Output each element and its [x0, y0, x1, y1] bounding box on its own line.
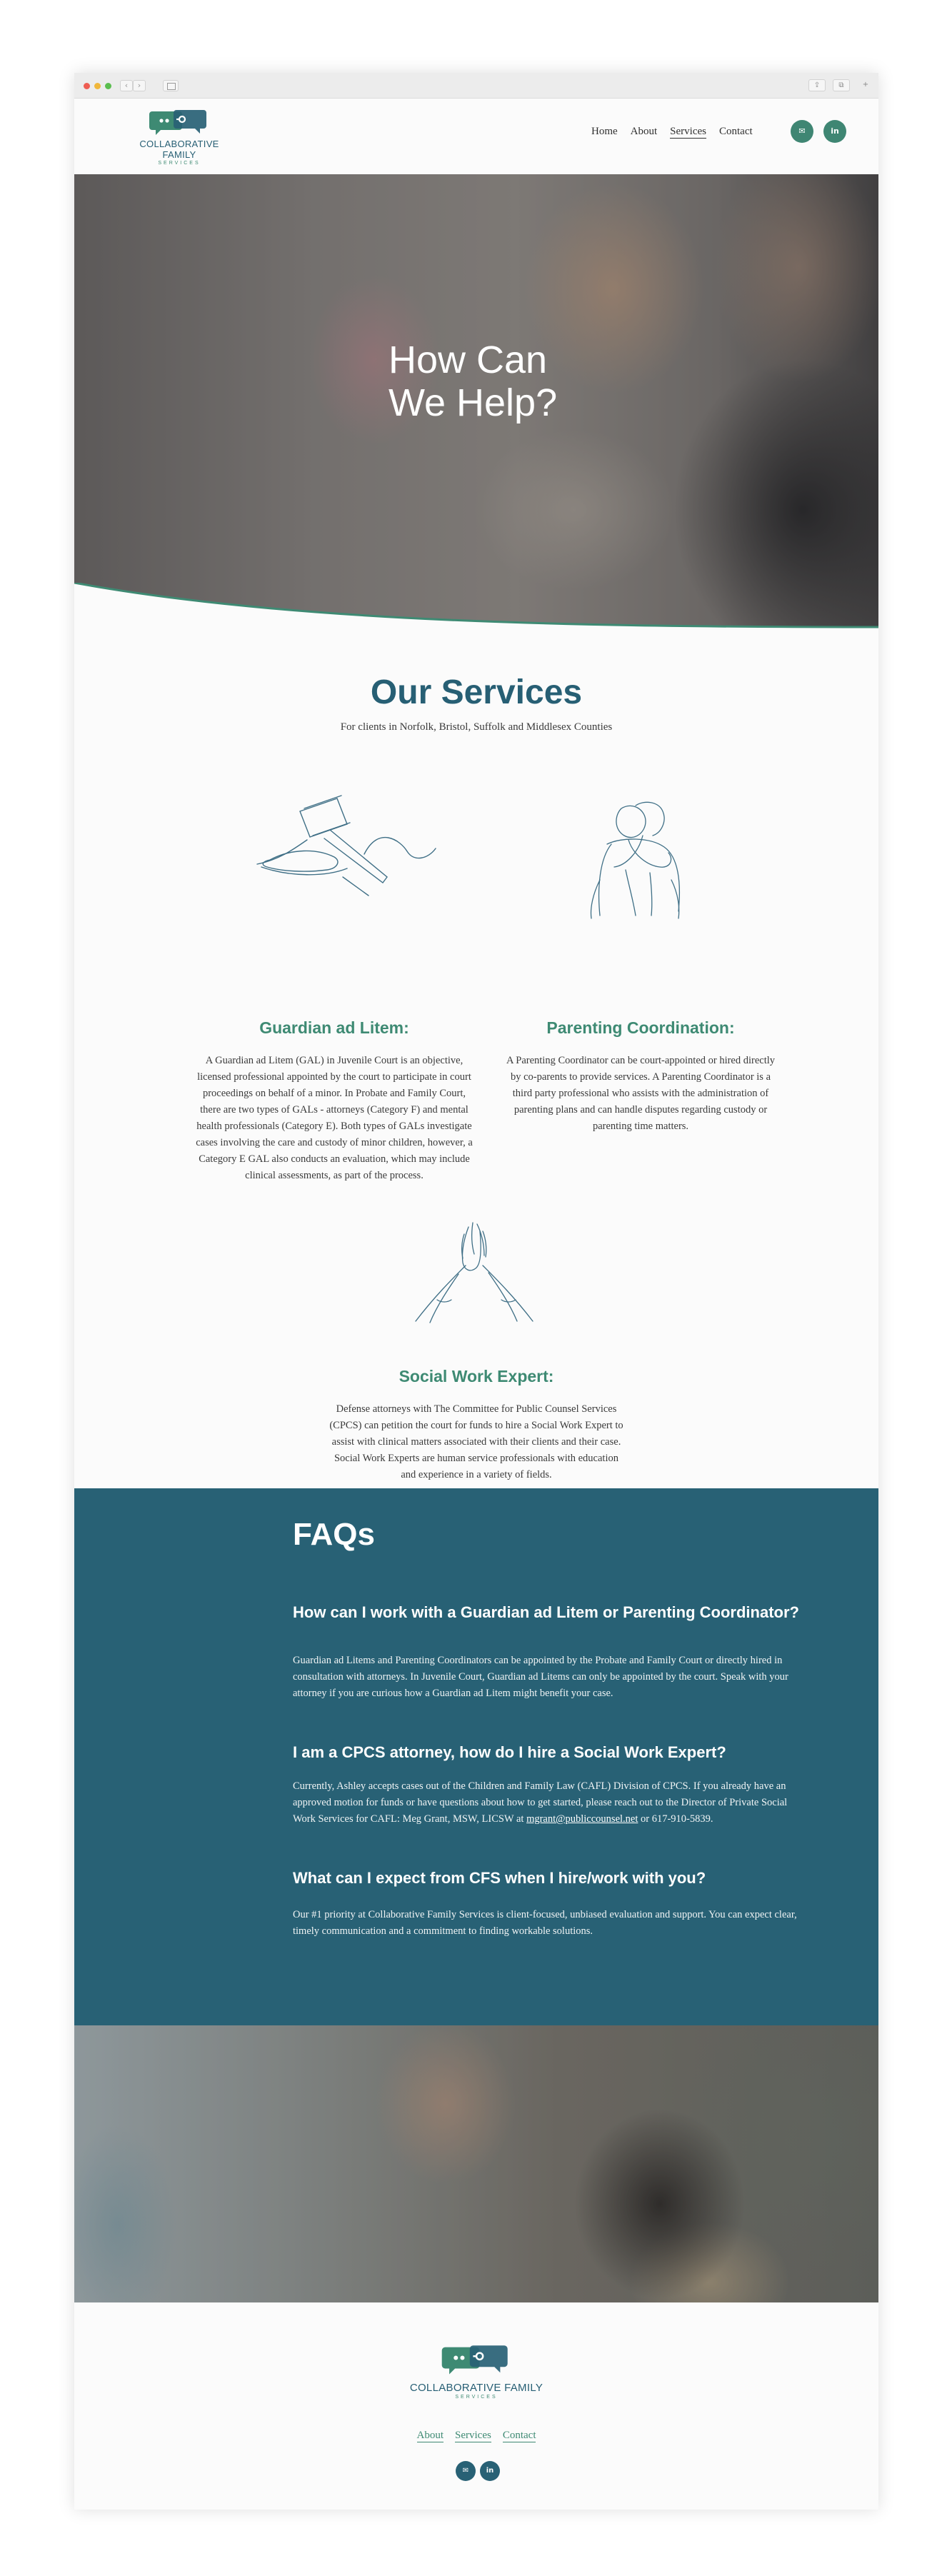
gavel-illustration: [236, 794, 443, 908]
hero-title-line-1: How Can: [389, 339, 548, 381]
brand-tagline: SERVICES: [158, 161, 201, 166]
maximize-window-button[interactable]: [105, 83, 111, 89]
faq-answer-2-text: Currently, Ashley accepts cases out of the Children and Family Law (CAFL) Division of CPCS. If you already have an approved motion for funds or have questions about how to get started, please reach out to the Director of Private Social Work Services for CAFL: Meg Grant, MSW, LICSW at: [293, 1780, 788, 1825]
nav-about[interactable]: About: [630, 126, 658, 137]
brand-name: COLLABORATIVE FAMILY: [139, 139, 219, 160]
faq-answer-1: Guardian ad Litems and Parenting Coordinators can be appointed by the Probate and Family Court or directly hired in consultation with attorneys. In Juvenile Court, Guardian ad Litems can only be appointed by the court. Speak with your attorney if you are curious how a Guardian ad Litem might benefit your case.: [293, 1655, 788, 1699]
hero-wave-divider: [74, 583, 878, 631]
footer-nav: [74, 2430, 878, 2442]
site-header: [74, 99, 878, 174]
footer-brand-name: COLLABORATIVE FAMILY: [409, 2382, 543, 2394]
faq-title: FAQs: [293, 1517, 375, 1552]
footer-brand-tagline: SERVICES: [455, 2395, 498, 2400]
faq-question-2: I am a CPCS attorney, how do I hire a Social Work Expert?: [293, 1743, 726, 1761]
social-work-expert-heading: Social Work Expert:: [399, 1367, 554, 1385]
high-five-illustration: [409, 1220, 544, 1327]
close-window-button[interactable]: [84, 83, 90, 89]
linkedin-icon[interactable]: in: [823, 120, 846, 143]
speech-bubbles-logo: [149, 109, 209, 137]
browser-toolbar: [74, 73, 878, 99]
nav-home[interactable]: Home: [591, 126, 618, 137]
forward-button[interactable]: ›: [133, 80, 146, 91]
faq-question-1: How can I work with a Guardian ad Litem or Parenting Coordinator?: [293, 1603, 799, 1621]
services-subtitle: For clients in Norfolk, Bristol, Suffolk and Middlesex Counties: [340, 721, 613, 733]
guardian-ad-litem-heading: Guardian ad Litem:: [259, 1018, 409, 1037]
envelope-icon[interactable]: ✉: [791, 120, 813, 143]
hero-title-line-2: We Help?: [389, 381, 558, 424]
share-button[interactable]: ⇪: [808, 79, 826, 91]
faq-answer-2: [293, 1778, 800, 1828]
new-tab-button[interactable]: +: [862, 81, 869, 89]
browser-window: [74, 73, 878, 2510]
back-button[interactable]: ‹: [120, 80, 133, 91]
parenting-coordination-body: A Parenting Coordinator can be court-appointed or hired directly by co-parents to provide services. A Parenting Coordinator is a third party professional who assists with the administration of parenting plans and can handle disputes regarding custody or parenting time matters.: [506, 1055, 776, 1132]
parenting-coordination-heading: Parenting Coordination:: [546, 1018, 735, 1037]
minimize-window-button[interactable]: [94, 83, 101, 89]
faq-section: [74, 1488, 878, 2025]
tabs-overview-button[interactable]: ⧉: [833, 79, 850, 91]
nav-services[interactable]: Services: [670, 126, 706, 137]
sidebar-toggle-button[interactable]: [163, 80, 179, 91]
faq-answer-3: Our #1 priority at Collaborative Family Services is client-focused, unbiased evaluation and support. You can expect clear, timely communication and a commitment to finding workable solutions.: [293, 1909, 797, 1937]
hero-title: [389, 339, 617, 424]
services-title: Our Services: [370, 673, 583, 711]
guardian-ad-litem-body: A Guardian ad Litem (GAL) in Juvenile Court is an objective, licensed professional appointed by the court to participate in court proceedings on behalf of a minor. In Probate and Family Court, there are two types of GALs - attorneys (Category F) and mental health professionals (Category E). Both types of GALs investigate cases involving the care and custody of minor children, however, a Category E GAL also conducts an evaluation, which may include clinical assessments, as part of the process.: [196, 1055, 473, 1181]
footer-link-about[interactable]: About: [416, 2430, 444, 2441]
hero-banner: [74, 174, 878, 631]
footer-link-contact[interactable]: Contact: [502, 2430, 536, 2441]
faq-answer-2-tail: or 617-910-5839.: [638, 1813, 713, 1825]
footer-linkedin-icon[interactable]: in: [480, 2461, 500, 2481]
speech-bubbles-logo: [441, 2344, 512, 2377]
faq-question-3: What can I expect from CFS when I hire/work with you?: [293, 1869, 706, 1887]
footer-logo[interactable]: [407, 2344, 546, 2400]
social-work-expert-body: Defense attorneys with The Committee for Public Counsel Services (CPCS) can petition the court for funds to hire a Social Work Expert to assist with clinical matters associated with their clients and their case. Social Work Experts are human service professionals with education and experience in a variety of fields.: [329, 1403, 623, 1480]
site-logo[interactable]: [121, 109, 237, 166]
main-nav: [591, 126, 753, 139]
nav-contact[interactable]: Contact: [719, 126, 753, 137]
footer-envelope-icon[interactable]: ✉: [456, 2461, 476, 2481]
hugging-family-illustration: [557, 794, 714, 923]
cpcs-email-link[interactable]: mgrant@publiccounsel.net: [526, 1813, 638, 1825]
family-photo-banner: [74, 2025, 878, 2302]
footer-link-services[interactable]: Services: [455, 2430, 491, 2441]
